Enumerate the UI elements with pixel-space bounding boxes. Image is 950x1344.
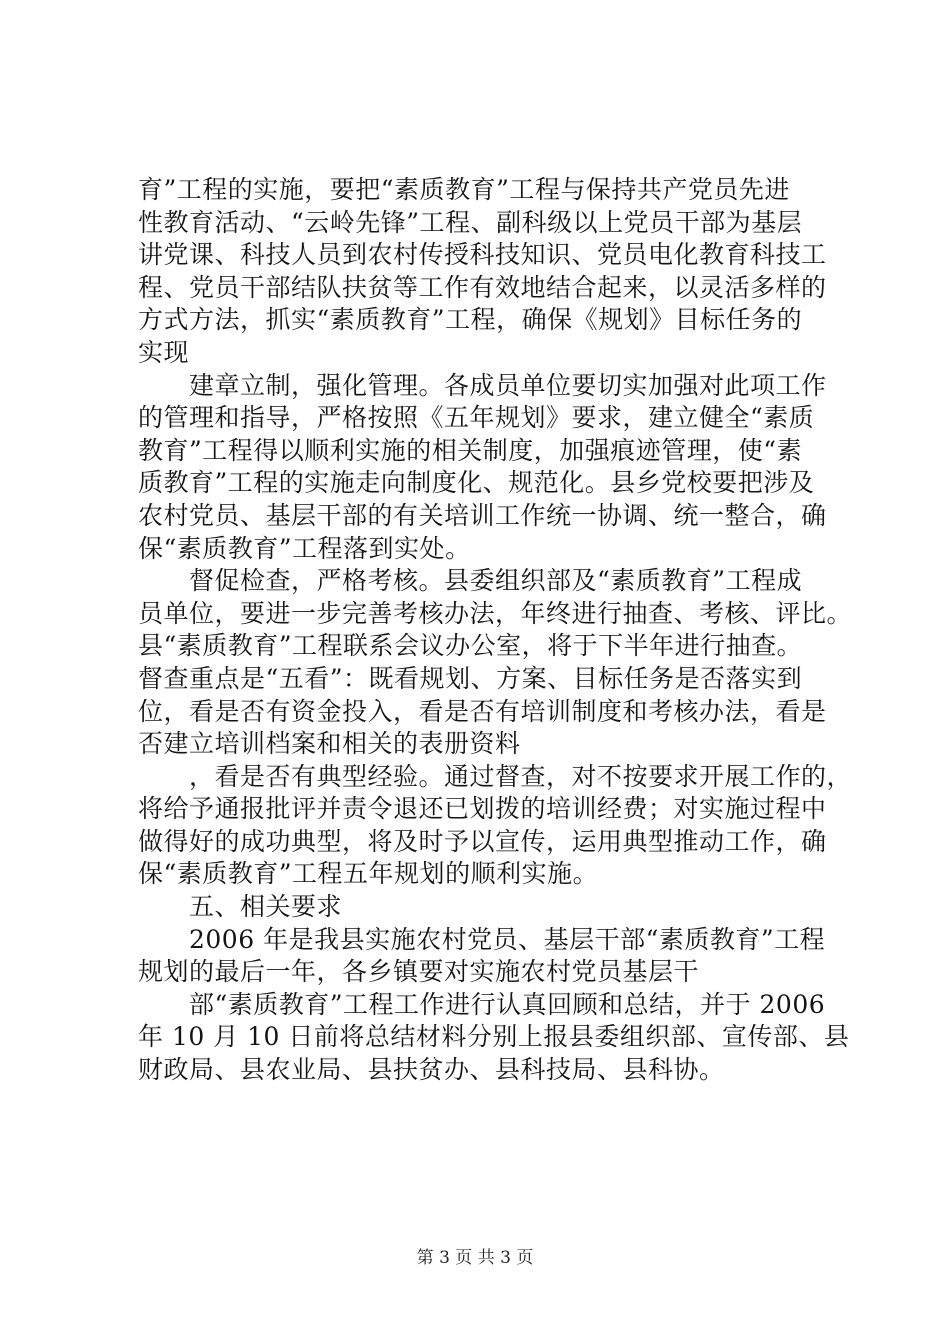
- body-line: 做得好的成功典型，将及时予以宣传，运用典型推动工作，确: [138, 826, 827, 856]
- page-number-footer: 第 3 页 共 3 页: [416, 1248, 534, 1268]
- body-line: 员单位，要进一步完善考核办法，年终进行抽查、考核、评比。: [138, 598, 853, 628]
- body-line: 性教育活动、“云岭先锋”工程、副科级以上党员干部为基层: [138, 207, 803, 237]
- body-line: 质教育”工程的实施走向制度化、规范化。县乡党校要把涉及: [138, 468, 815, 498]
- body-line: 讲党课、科技人员到农村传授科技知识、党员电化教育科技工: [138, 240, 827, 270]
- section-heading: 五、相关要求: [138, 892, 343, 922]
- body-line: 教育”工程得以顺利实施的相关制度，加强痕迹管理，使“素: [138, 435, 803, 465]
- body-line: 实现: [138, 337, 190, 367]
- body-line: 2006 年是我县实施农村党员、基层干部“素质教育”工程: [138, 924, 826, 954]
- body-line: 方式方法，抓实“素质教育”工程，确保《规划》目标任务的: [138, 305, 803, 335]
- body-line: 年 10 月 10 日前将总结材料分别上报县委组织部、宣传部、县: [138, 1022, 850, 1052]
- body-line: ，看是否有典型经验。通过督查，对不按要求开展工作的，: [138, 761, 853, 791]
- body-line: 督查重点是“五看”：既看规划、方案、目标任务是否落实到: [138, 663, 803, 693]
- body-line: 保“素质教育”工程五年规划的顺利实施。: [138, 859, 599, 889]
- body-line: 否建立培训档案和相关的表册资料: [138, 729, 521, 759]
- body-line: 程、党员干部结队扶贫等工作有效地结合起来，以灵活多样的: [138, 272, 827, 302]
- body-line: 建章立制，强化管理。各成员单位要切实加强对此项工作: [138, 370, 827, 400]
- body-line: 规划的最后一年，各乡镇要对实施农村党员基层干: [138, 957, 700, 987]
- document-body: [138, 174, 853, 1087]
- body-line: 的管理和指导，严格按照《五年规划》要求，建立健全“素质: [138, 403, 815, 433]
- body-line: 位，看是否有资金投入，看是否有培训制度和考核办法，看是: [138, 696, 827, 726]
- body-line: 督促检查，严格考核。县委组织部及“素质教育”工程成: [138, 566, 803, 596]
- body-line: 部“素质教育”工程工作进行认真回顾和总结，并于 2006: [138, 989, 826, 1019]
- body-line: 育”工程的实施，要把“素质教育”工程与保持共产党员先进: [138, 175, 790, 204]
- body-line: 保“素质教育”工程落到实处。: [138, 533, 471, 563]
- body-line: 财政局、县农业局、县扶贫办、县科技局、县科协。: [138, 1055, 725, 1085]
- body-line: 将给予通报批评并责令退还已划拨的培训经费；对实施过程中: [138, 794, 827, 824]
- body-line: 县“素质教育”工程联系会议办公室，将于下半年进行抽查。: [138, 631, 803, 661]
- body-line: 农村党员、基层干部的有关培训工作统一协调、统一整合，确: [138, 500, 827, 530]
